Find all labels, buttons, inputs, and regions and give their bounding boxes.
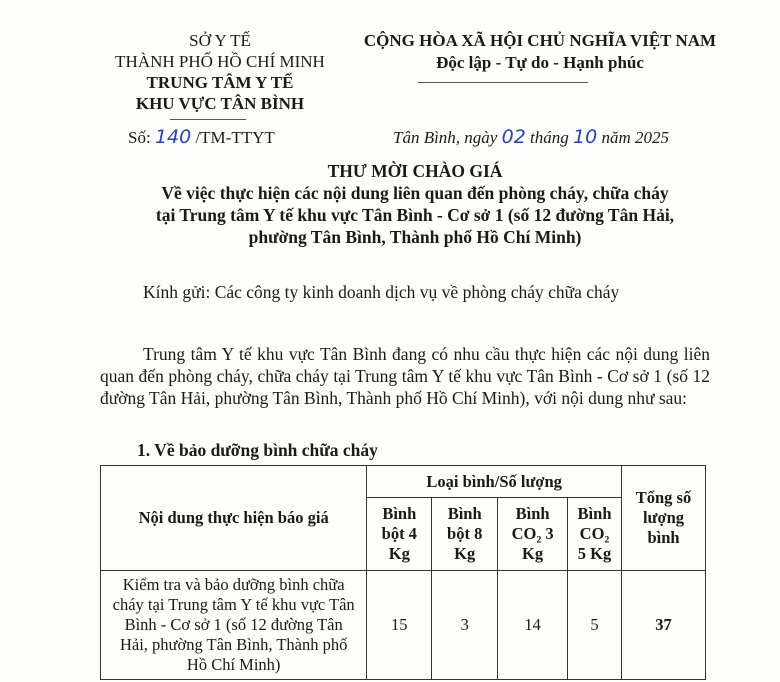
row-qty-2: 3 (432, 571, 498, 680)
document-date (393, 126, 669, 148)
col-header-group: Loại bình/Số lượng (367, 466, 622, 498)
title-main: THƯ MỜI CHÀO GIÁ (327, 161, 503, 181)
title-sub-3: phường Tân Bình, Thành phố Hồ Chí Minh) (248, 227, 582, 247)
date-day: 02 (501, 126, 526, 148)
type-2-l3: Kg (454, 544, 476, 563)
type-4-l1: Bình (577, 504, 612, 523)
date-year: năm 2025 (601, 128, 669, 147)
type-3-l3: Kg (522, 544, 544, 563)
table-row (101, 571, 706, 680)
document-title (90, 160, 740, 248)
agency-line-2: THÀNH PHỐ HỒ CHÍ MINH (115, 52, 325, 71)
col-header-type-4 (568, 498, 622, 571)
section-heading-1: 1. Về bảo dưỡng bình chữa cháy (137, 440, 378, 460)
type-4-l3: 5 Kg (577, 544, 612, 563)
recipient-line: Kính gửi: Các công ty kinh doanh dịch vụ về phòng cháy chữa cháy (143, 282, 620, 302)
maintenance-quote-table (100, 465, 706, 680)
row-qty-1: 15 (367, 571, 432, 680)
agency-line-1: SỞ Y TẾ (189, 31, 251, 50)
agency-line-4: KHU VỰC TÂN BÌNH (135, 94, 305, 113)
issuing-agency-header (90, 30, 350, 114)
national-motto-header (340, 30, 740, 74)
type-2-l1: Bình (447, 504, 482, 523)
type-1-l1: Bình (382, 504, 417, 523)
doc-number-handwritten: 140 (154, 126, 192, 148)
body-text: Trung tâm Y tế khu vực Tân Bình đang có nhu cầu thực hiện các nội dung liên quan đến phòng cháy, chữa cháy tại Trung tâm Y tế khu vực Tân Bình - Cơ sở 1 (số 12 đường Tân Hải, phường Tân Bình, Thành phố Hồ Chí Minh), với nội dung như sau: (100, 344, 710, 408)
doc-number-suffix: /TM-TTYT (195, 128, 275, 147)
body-paragraph (100, 343, 710, 409)
title-sub-2: tại Trung tâm Y tế khu vực Tân Bình - Cơ sở 1 (số 12 đường Tân Hải, (155, 205, 675, 225)
type-3-l1: Bình (515, 504, 550, 523)
row-qty-3: 14 (498, 571, 568, 680)
type-4-l2: CO₂ (579, 524, 610, 543)
document-number (128, 126, 275, 148)
row-content: Kiểm tra và bảo dưỡng bình chữa cháy tại Trung tâm Y tế khu vực Tân Bình - Cơ sở 1 (số 12 đường Tân Hải, phường Tân Bình, Thành phố Hồ Chí Minh) (101, 571, 367, 680)
date-place: Tân Bình, ngày (393, 128, 498, 147)
col-header-total (622, 466, 706, 571)
date-month: 10 (573, 126, 598, 148)
col-header-type-3 (498, 498, 568, 571)
agency-line-3: TRUNG TÂM Y TẾ (146, 73, 294, 92)
type-3-l2: CO₂ 3 (511, 524, 554, 543)
country-name: CỘNG HÒA XÃ HỘI CHỦ NGHĨA VIỆT NAM (363, 31, 717, 50)
col-header-type-2 (432, 498, 498, 571)
motto: Độc lập - Tự do - Hạnh phúc (436, 53, 644, 72)
col-header-type-1 (367, 498, 432, 571)
type-1-l3: Kg (388, 544, 410, 563)
agency-underline (170, 119, 246, 120)
row-total: 37 (622, 571, 706, 680)
type-2-l2: bột 8 (447, 524, 483, 543)
type-1-l2: bột 4 (381, 524, 417, 543)
col-header-content: Nội dung thực hiện báo giá (101, 466, 367, 571)
date-month-label: tháng (530, 128, 569, 147)
motto-underline (418, 82, 588, 83)
doc-number-prefix: Số: (128, 128, 151, 147)
title-sub-1: Về việc thực hiện các nội dung liên quan đến phòng cháy, chữa cháy (161, 183, 669, 203)
row-qty-4: 5 (568, 571, 622, 680)
total-header-text: Tổng số lượng bình (635, 488, 692, 547)
